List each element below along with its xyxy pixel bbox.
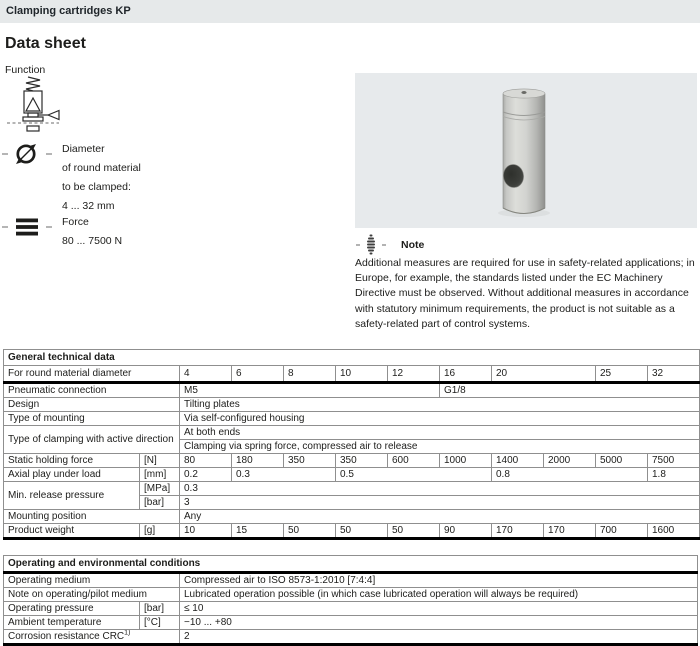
cell-value: 600 xyxy=(388,454,440,468)
cell-value: 1600 xyxy=(648,524,700,539)
general-table-title: General technical data xyxy=(4,350,700,366)
function-symbol-icon xyxy=(6,76,66,140)
row-unit: [mm] xyxy=(140,468,180,482)
cell-value: Compressed air to ISO 8573-1:2010 [7:4:4] xyxy=(180,573,698,588)
note-body: Additional measures are required for use in safety-related applications; in Europe, for example, the standards listed under the EC Machinery Directive must be observed. Without additional measures in accordance with statutory minimum requirements, the product is not suitable as a safety-related part of control systems. xyxy=(355,257,695,330)
cell-value: 0.3 xyxy=(232,468,336,482)
row-label: Operating medium xyxy=(4,573,180,588)
size-col-header: 6 xyxy=(232,366,284,383)
table-row xyxy=(4,524,700,539)
row-label: Ambient temperature xyxy=(4,616,140,630)
cell-value: 1000 xyxy=(440,454,492,468)
cell-value: 350 xyxy=(284,454,336,468)
size-col-header: 16 xyxy=(440,366,492,383)
cell-value: 170 xyxy=(544,524,596,539)
force-line: Force xyxy=(62,216,89,228)
cell-value: 80 xyxy=(180,454,232,468)
row-label: Min. release pressure xyxy=(4,482,140,510)
diameter-line: 4 ... 32 mm xyxy=(62,200,115,212)
footnote-marker: 1) xyxy=(124,629,131,637)
table-row xyxy=(4,602,698,616)
row-label: Product weight xyxy=(4,524,140,539)
header-bar xyxy=(0,0,700,23)
row-label: Pneumatic connection xyxy=(4,383,180,398)
diameter-line: Diameter xyxy=(62,143,105,155)
cell-value: Tilting plates xyxy=(180,398,700,412)
row-label: Design xyxy=(4,398,180,412)
cell-value: 0.3 xyxy=(180,482,700,496)
row-unit: [MPa] xyxy=(140,482,180,496)
cell-value: 50 xyxy=(336,524,388,539)
table-row xyxy=(4,510,700,524)
cell-value: 50 xyxy=(388,524,440,539)
row-unit: [bar] xyxy=(140,496,180,510)
cell-value: Clamping via spring force, compressed air to release xyxy=(180,440,700,454)
cell-value: ≤ 10 xyxy=(180,602,698,616)
row-label: Corrosion resistance CRC$^{1)}$ xyxy=(4,630,180,645)
page-title: Data sheet xyxy=(5,35,86,52)
table-row xyxy=(4,383,700,398)
cell-value: 0.2 xyxy=(180,468,232,482)
row-unit: [°C] xyxy=(140,616,180,630)
cell-value: At both ends xyxy=(180,426,700,440)
cell-value: 1.8 xyxy=(648,468,700,482)
row-label: Axial play under load xyxy=(4,468,140,482)
table-row xyxy=(4,454,700,468)
cell-value: −10 ... +80 xyxy=(180,616,698,630)
table-row xyxy=(4,630,698,645)
table-row xyxy=(4,426,700,440)
diameter-text xyxy=(62,140,141,216)
row-unit: [g] xyxy=(140,524,180,539)
general-technical-data-table xyxy=(3,349,700,540)
row-label: Type of clamping with active direction xyxy=(4,426,180,454)
force-icon xyxy=(2,214,54,240)
note-header xyxy=(355,234,424,256)
cell-value: 5000 xyxy=(596,454,648,468)
product-image xyxy=(355,73,697,228)
operating-table-title: Operating and environmental conditions xyxy=(4,556,698,573)
note-icon xyxy=(355,233,389,257)
cell-value: 0.8 xyxy=(492,468,648,482)
table-row xyxy=(4,398,700,412)
row-unit: [N] xyxy=(140,454,180,468)
cell-value: Any xyxy=(180,510,700,524)
cell-value: 10 xyxy=(180,524,232,539)
cell-value: 90 xyxy=(440,524,492,539)
size-col-header: 4 xyxy=(180,366,232,383)
cell-value: Via self-configured housing xyxy=(180,412,700,426)
cell-value: 2 xyxy=(180,630,698,645)
operating-conditions-table xyxy=(3,555,698,646)
cell-value: 2000 xyxy=(544,454,596,468)
function-label: Function xyxy=(5,64,46,76)
row-unit: [bar] xyxy=(140,602,180,616)
size-row-label: For round material diameter xyxy=(4,366,180,383)
cell-value: M5 xyxy=(180,383,440,398)
note-title: Note xyxy=(401,239,425,251)
row-label: Static holding force xyxy=(4,454,140,468)
row-label: Type of mounting xyxy=(4,412,180,426)
size-col-header: 8 xyxy=(284,366,336,383)
row-label: Note on operating/pilot medium xyxy=(4,588,180,602)
size-col-header: 32 xyxy=(648,366,700,383)
size-col-header: 10 xyxy=(336,366,388,383)
force-text xyxy=(62,213,122,251)
cell-value: 0.5 xyxy=(336,468,492,482)
cell-value: 3 xyxy=(180,496,700,510)
row-label: Operating pressure xyxy=(4,602,140,616)
table-row xyxy=(4,468,700,482)
size-col-header: 25 xyxy=(596,366,648,383)
cell-value: 50 xyxy=(284,524,336,539)
table-row xyxy=(4,573,698,588)
force-line: 80 ... 7500 N xyxy=(62,235,123,247)
size-col-header: 20 xyxy=(492,366,596,383)
size-col-header: 12 xyxy=(388,366,440,383)
cell-value: 180 xyxy=(232,454,284,468)
cell-value: 7500 xyxy=(648,454,700,468)
table-row xyxy=(4,482,700,496)
row-label: Mounting position xyxy=(4,510,180,524)
cell-value: 700 xyxy=(596,524,648,539)
cell-value: 1400 xyxy=(492,454,544,468)
diameter-line: to be clamped: xyxy=(62,181,131,193)
diameter-icon xyxy=(2,141,54,167)
cell-value: G1/8 xyxy=(440,383,700,398)
table-row xyxy=(4,616,698,630)
cell-value: 170 xyxy=(492,524,544,539)
table-row xyxy=(4,412,700,426)
diameter-line: of round material xyxy=(62,162,141,174)
cell-value: Lubricated operation possible (in which case lubricated operation will always be required) xyxy=(180,588,698,602)
table-row xyxy=(4,588,698,602)
cell-value: 15 xyxy=(232,524,284,539)
cell-value: 350 xyxy=(336,454,388,468)
product-title: Clamping cartridges KP xyxy=(6,5,131,17)
